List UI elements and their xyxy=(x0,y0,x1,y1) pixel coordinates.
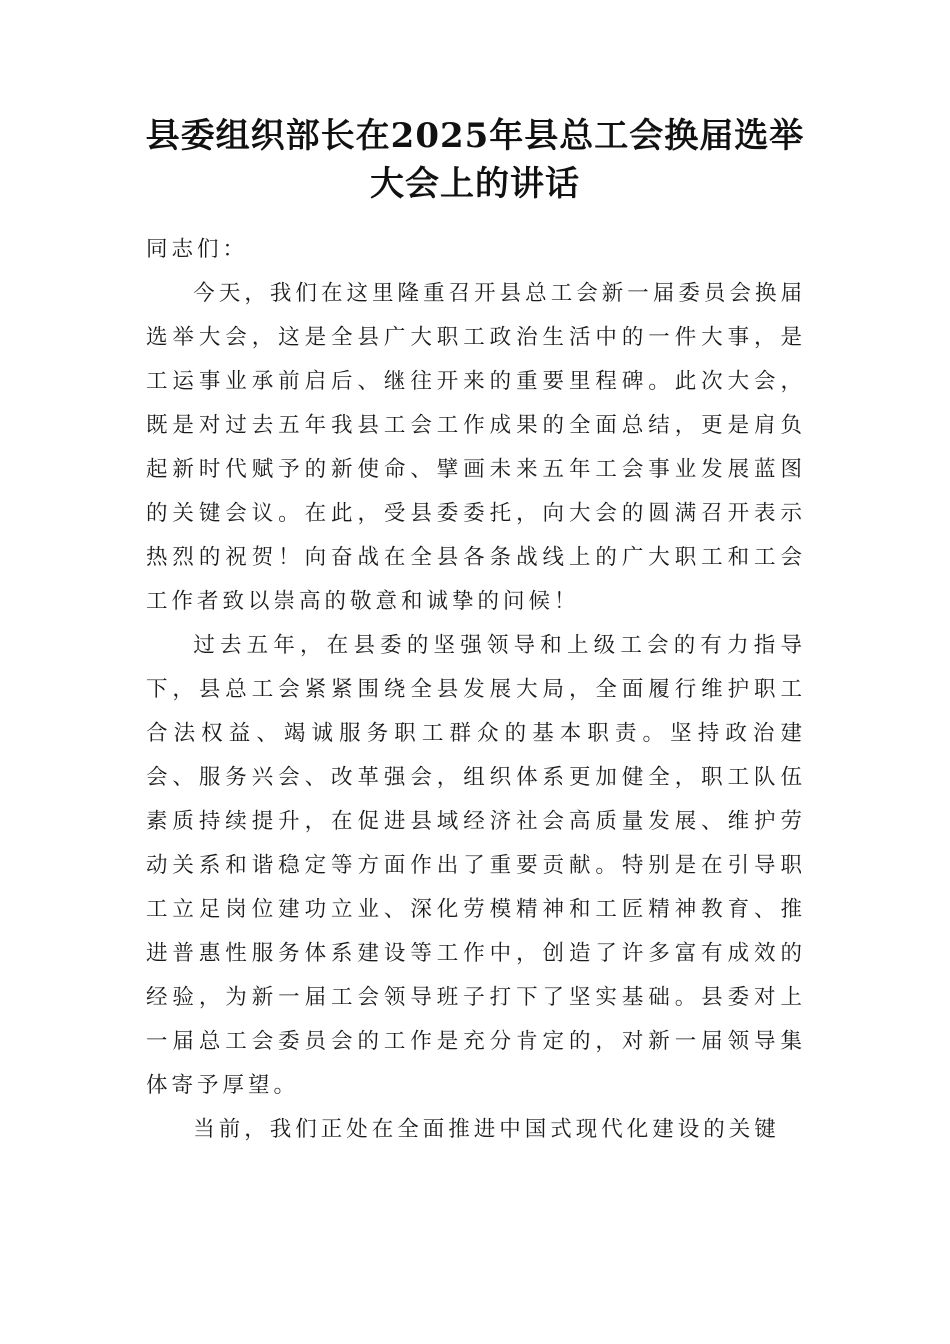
paragraph-3: 当前，我们正处在全面推进中国式现代化建设的关键 xyxy=(193,1117,780,1142)
document-title: 县委组织部长在2025年县总工会换届选举大会上的讲话 xyxy=(145,116,805,204)
paragraph-2: 过去五年，在县委的坚强领导和上级工会的有力指导下，县总工会紧紧围绕全县发展大局，全面履行维护职工合法权益、竭诚服务职工群众的基本职责。坚持政治建会、服务兴会、改革强会，组织体系更加健全，职工队伍素质持续提升，在促进县域经济社会高质量发展、维护劳动关系和谐稳定等方面作出了重要贡献。特别是在引导职工立足岗位建功立业、深化劳模精神和工匠精神教育、推进普惠性服务体系建设等工作中，创造了许多富有成效的经验，为新一届工会领导班子打下了坚实基础。县委对上一届总工会委员会的工作是充分肯定的，对新一届领导集体寄予厚望。 xyxy=(146,633,806,1098)
document-body xyxy=(146,228,806,1152)
paragraph-1: 今天，我们在这里隆重召开县总工会新一届委员会换届选举大会，这是全县广大职工政治生活中的一件大事，是工运事业承前启后、继往开来的重要里程碑。此次大会，既是对过去五年我县工会工作成果的全面总结，更是肩负起新时代赋予的新使命、擘画未来五年工会事业发展蓝图的关键会议。在此，受县委委托，向大会的圆满召开表示热烈的祝贺！向奋战在全县各条战线上的广大职工和工会工作者致以崇高的敬意和诚挚的问候！ xyxy=(146,281,806,614)
salutation: 同志们： xyxy=(146,237,249,262)
